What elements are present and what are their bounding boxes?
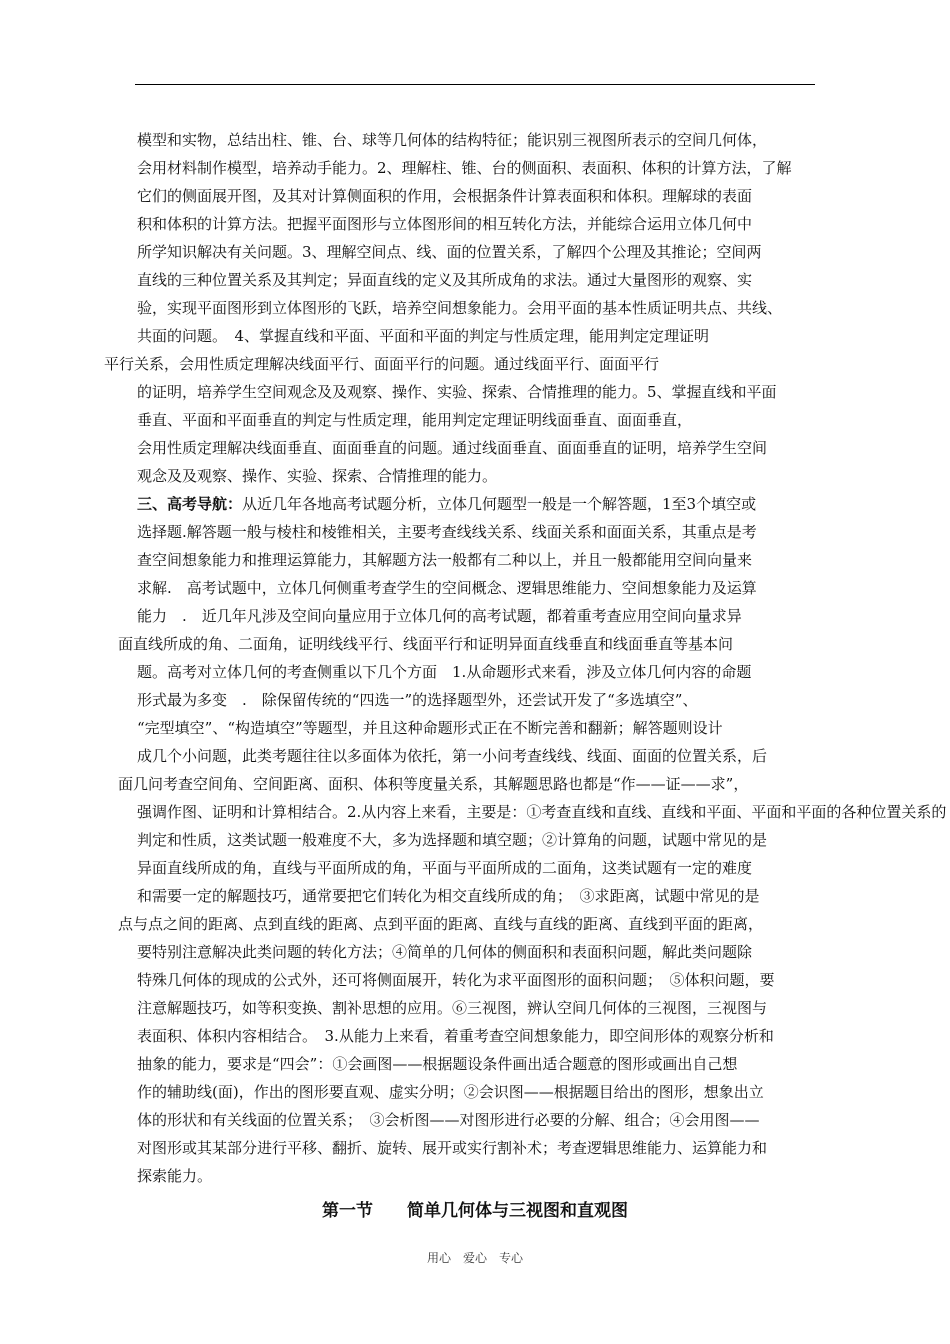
text-span: 从近几年各地高考试题分析，立体几何题型一般是一个解答题，1至3个填空或 <box>242 495 757 513</box>
text-line: 查空间想象能力和推理运算能力，其解题方法一般都有二种以上，并且一般都能用空间向量来 <box>137 551 753 569</box>
text-line: 形式最为多变 . 除保留传统的“四选一”的选择题型外，还尝试开发了“多选填空”、 <box>137 691 698 709</box>
text-line: 强调作图、证明和计算相结合。2.从内容上来看，主要是：①考查直线和直线、直线和平面、平面和平面的各种位置关系的 <box>137 803 947 821</box>
text-line: 所学知识解决有关问题。3、理解空间点、线、面的位置关系，了解四个公理及其推论；空间两 <box>137 243 762 261</box>
text-line: 求解. 高考试题中，立体几何侧重考查学生的空间概念、逻辑思维能力、空间想象能力及运算 <box>137 579 757 597</box>
text-line: 注意解题技巧，如等积变换、割补思想的应用。⑥三视图，辨认空间几何体的三视图，三视图与 <box>137 999 768 1017</box>
text-line: 点与点之间的距离、点到直线的距离、点到平面的距离、直线与直线的距离、直线到平面的距离， <box>118 915 764 933</box>
text-line: 探索能力。 <box>137 1167 213 1185</box>
text-line: 作的辅助线(面)，作出的图形要直观、虚实分明；②会识图——根据题目给出的图形，想象出立 <box>137 1083 764 1101</box>
text-line: 选择题.解答题一般与棱柱和棱锥相关，主要考查线线关系、线面关系和面面关系，其重点是考 <box>137 523 757 541</box>
text-line: 题。高考对立体几何的考查侧重以下几个方面 1.从命题形式来看，涉及立体几何内容的命题 <box>137 663 752 681</box>
text-line: 异面直线所成的角，直线与平面所成的角，平面与平面所成的二面角，这类试题有一定的难度 <box>137 859 753 877</box>
text-line: 面几问考查空间角、空间距离、面积、体积等度量关系，其解题思路也都是“作——证——求”， <box>118 775 749 793</box>
header-rule <box>135 84 815 85</box>
text-line: 判定和性质，这类试题一般难度不大，多为选择题和填空题；②计算角的问题，试题中常见的是 <box>137 831 768 849</box>
text-line: 表面积、体积内容相结合。 3.从能力上来看，着重考查空间想象能力，即空间形体的观察分析和 <box>137 1027 774 1045</box>
text-line: 面直线所成的角、二面角，证明线线平行、线面平行和证明异面直线垂直和线面垂直等基本问 <box>118 635 734 653</box>
text-line: 要特别注意解决此类问题的转化方法；④简单的几何体的侧面积和表面积问题，解此类问题除 <box>137 943 753 961</box>
text-line: “完型填空”、“构造填空”等题型，并且这种命题形式正在不断完善和翻新；解答题则设计 <box>137 719 723 737</box>
text-line: 垂直、平面和平面垂直的判定与性质定理，能用判定定理证明线面垂直、面面垂直， <box>137 411 693 429</box>
text-line <box>137 494 815 514</box>
text-line: 会用性质定理解决线面垂直、面面垂直的问题。通过线面垂直、面面垂直的证明，培养学生空间 <box>137 439 768 457</box>
text-line: 抽象的能力，要求是“四会”：①会画图——根据题设条件画出适合题意的图形或画出自己想 <box>137 1055 738 1073</box>
text-line: 验，实现平面图形到立体图形的飞跃，培养空间想象能力。会用平面的基本性质证明共点、共线、 <box>137 299 783 317</box>
text-line: 能力 . 近几年凡涉及空间向量应用于立体几何的高考试题，都着重考查应用空间向量求异 <box>137 607 742 625</box>
text-line: 会用材料制作模型，培养动手能力。2、理解柱、锥、台的侧面积、表面积、体积的计算方法，了解 <box>137 159 792 177</box>
text-line: 成几个小问题，此类考题往往以多面体为依托，第一小问考查线线、线面、面面的位置关系，后 <box>137 747 768 765</box>
section-heading: 三、高考导航： <box>137 495 243 513</box>
text-line: 模型和实物，总结出柱、锥、台、球等几何体的结构特征；能识别三视图所表示的空间几何体， <box>137 131 768 149</box>
text-line: 平行关系，会用性质定理解决线面平行、面面平行的问题。通过线面平行、面面平行 <box>104 355 660 373</box>
text-line: 和需要一定的解题技巧，通常要把它们转化为相交直线所成的角； ③求距离，试题中常见的是 <box>137 887 760 905</box>
section-title: 第一节 简单几何体与三视图和直观图 <box>322 1201 628 1221</box>
text-line: 直线的三种位置关系及其判定；异面直线的定义及其所成角的求法。通过大量图形的观察、实 <box>137 271 753 289</box>
text-line: 的证明，培养学生空间观念及及观察、操作、实验、探索、合情推理的能力。5、掌握直线和平面 <box>137 383 777 401</box>
text-line: 积和体积的计算方法。把握平面图形与立体图形间的相互转化方法，并能综合运用立体几何中 <box>137 215 753 233</box>
text-line: 体的形状和有关线面的位置关系； ③会析图——对图形进行必要的分解、组合；④会用图—— <box>137 1111 760 1129</box>
text-line: 特殊几何体的现成的公式外，还可将侧面展开，转化为求平面图形的面积问题； ⑤体积问题，要 <box>137 971 775 989</box>
text-line: 共面的问题。 4、掌握直线和平面、平面和平面的判定与性质定理，能用判定定理证明 <box>137 327 710 345</box>
page-footer: 用心 爱心 专心 <box>426 1251 523 1265</box>
text-line: 观念及及观察、操作、实验、探索、合情推理的能力。 <box>137 467 498 485</box>
text-line: 它们的侧面展开图，及其对计算侧面积的作用，会根据条件计算表面积和体积。理解球的表面 <box>137 187 753 205</box>
text-line: 对图形或其某部分进行平移、翻折、旋转、展开或实行割补术；考查逻辑思维能力、运算能力和 <box>137 1139 768 1157</box>
